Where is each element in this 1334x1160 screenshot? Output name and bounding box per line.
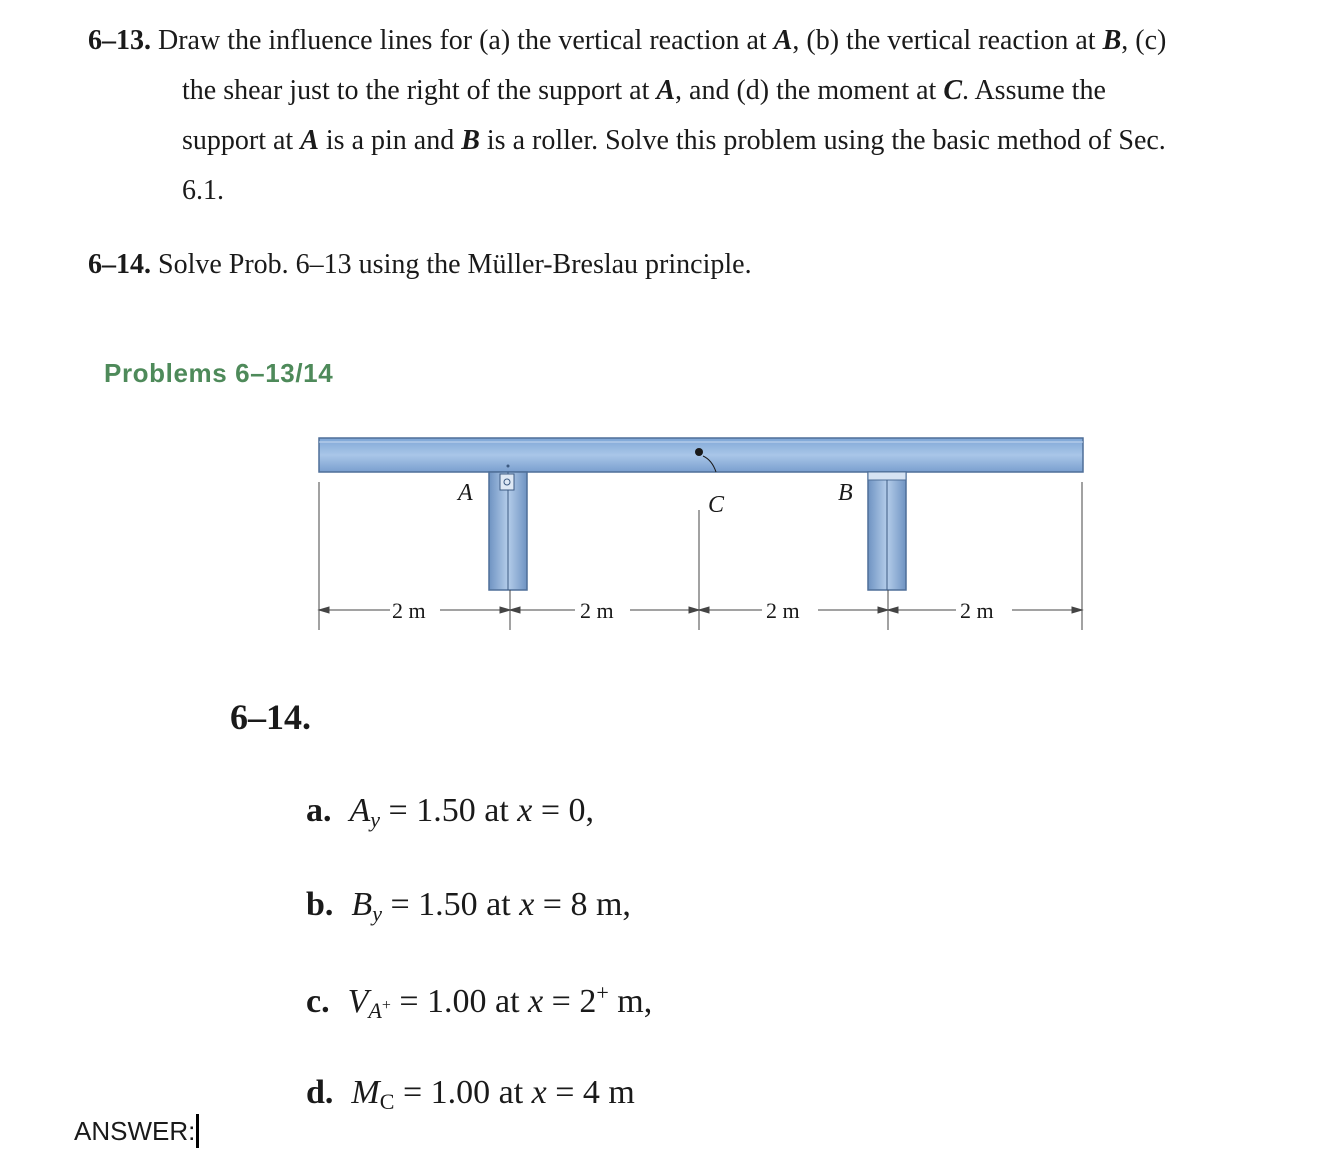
answer-a: a. $A_y = 1.50$ at x = 0, [306, 792, 595, 832]
dimension-2: 2 m [580, 598, 614, 623]
answer-label: ANSWER: [74, 1115, 196, 1146]
answer-b: b. $B_y = 1.50$ at x = 8 m, [306, 886, 631, 926]
support-b [868, 472, 906, 590]
point-c-dot [695, 448, 703, 456]
answer-title: 6–14. [230, 697, 311, 737]
support-a [489, 465, 527, 591]
beam-figure [300, 430, 1100, 640]
text-cursor [196, 1114, 199, 1148]
answer-d: d. $M_C = 1.00$ at x = 4 m [306, 1074, 635, 1114]
dimension-4: 2 m [960, 598, 994, 623]
label-a: A [458, 480, 473, 506]
label-b: B [838, 480, 853, 506]
figure-caption: Problems 6–13/14 [104, 358, 334, 388]
problem-6-14: 6–14. Solve Prob. 6–13 using the Müller-Breslau principle. [88, 249, 752, 280]
dimension-3: 2 m [766, 598, 800, 623]
answer-field[interactable] [74, 1114, 199, 1148]
problem-number: 6–14. [88, 249, 151, 280]
problem-6-13: 6–13. Draw the influence lines for (a) the vertical reaction at A, (b) the vertical reaction at B, (c) the shear just to the right of the support at A, and (d) the moment at C. Assume the support at A is a pin and B is a roller. Solve this problem using the basic method of Sec. 6.1. [88, 25, 1167, 206]
label-c: C [708, 492, 725, 518]
answer-c: c. $V_{A^+} = 1.00$ at x = 2+ m, [306, 980, 653, 1023]
problem-number: 6–13. [88, 25, 151, 56]
dimension-1: 2 m [392, 598, 426, 623]
